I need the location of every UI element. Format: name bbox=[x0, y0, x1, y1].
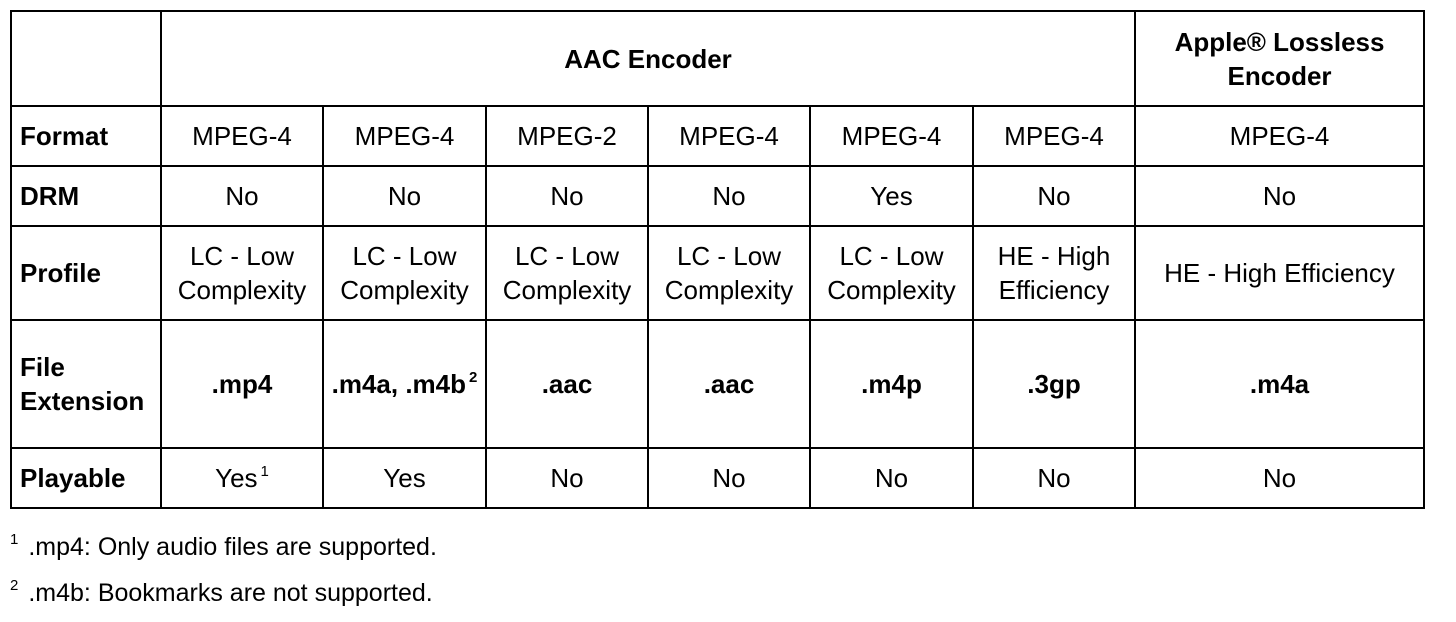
cell-value: .m4p bbox=[861, 369, 922, 399]
footnote-ref: 1 bbox=[260, 463, 269, 480]
table-cell bbox=[810, 320, 973, 448]
table-cell: No bbox=[1135, 448, 1424, 508]
table-cell: No bbox=[1135, 166, 1424, 226]
table-cell bbox=[1135, 320, 1424, 448]
cell-value: .mp4 bbox=[211, 369, 273, 399]
table-cell: LC - Low Complexity bbox=[486, 226, 648, 320]
header-row bbox=[11, 11, 1424, 106]
table-cell: LC - Low Complexity bbox=[810, 226, 973, 320]
table-cell: No bbox=[648, 166, 810, 226]
table-cell bbox=[161, 448, 323, 508]
table-cell bbox=[161, 320, 323, 448]
table-cell: MPEG-4 bbox=[1135, 106, 1424, 166]
aac-encoder-header: AAC Encoder bbox=[161, 11, 1135, 106]
footnote-1 bbox=[10, 530, 437, 576]
table-cell: No bbox=[973, 448, 1135, 508]
table-cell bbox=[486, 320, 648, 448]
table-cell: No bbox=[323, 166, 486, 226]
table-cell: MPEG-4 bbox=[973, 106, 1135, 166]
cell-value: .aac bbox=[703, 369, 755, 399]
row-label-format: Format bbox=[11, 106, 161, 166]
footnote-text: .m4b: Bookmarks are not supported. bbox=[28, 579, 433, 607]
table-cell: No bbox=[486, 166, 648, 226]
footnote-text: .mp4: Only audio files are supported. bbox=[28, 533, 437, 561]
table-row bbox=[11, 226, 1424, 320]
table-cell: No bbox=[486, 448, 648, 508]
table-cell: No bbox=[648, 448, 810, 508]
table-cell: HE - High Efficiency bbox=[1135, 226, 1424, 320]
footnote-2 bbox=[10, 576, 437, 622]
apple-lossless-header: Apple® Lossless Encoder bbox=[1135, 11, 1424, 106]
cell-value: .3gp bbox=[1027, 369, 1081, 399]
footnote-marker: 1 bbox=[10, 531, 19, 548]
footnote-marker: 2 bbox=[10, 577, 19, 594]
row-label-file-extension: File Extension bbox=[11, 320, 161, 448]
cell-value: Yes bbox=[215, 463, 258, 493]
row-label-profile: Profile bbox=[11, 226, 161, 320]
row-label-drm: DRM bbox=[11, 166, 161, 226]
audio-format-table bbox=[10, 10, 1425, 509]
corner-cell bbox=[11, 11, 161, 106]
table-cell: No bbox=[161, 166, 323, 226]
table-cell: No bbox=[973, 166, 1135, 226]
table-cell: LC - Low Complexity bbox=[648, 226, 810, 320]
table-cell bbox=[648, 320, 810, 448]
table-cell: Yes bbox=[323, 448, 486, 508]
table-cell: MPEG-2 bbox=[486, 106, 648, 166]
row-label-playable: Playable bbox=[11, 448, 161, 508]
cell-value: .m4a, .m4b bbox=[331, 369, 467, 399]
cell-value: .aac bbox=[541, 369, 593, 399]
table-cell: HE - High Efficiency bbox=[973, 226, 1135, 320]
table-cell: LC - Low Complexity bbox=[323, 226, 486, 320]
table-cell: LC - Low Complexity bbox=[161, 226, 323, 320]
table-cell: MPEG-4 bbox=[810, 106, 973, 166]
table-row bbox=[11, 320, 1424, 448]
footnote-ref: 2 bbox=[469, 369, 478, 386]
table-cell: MPEG-4 bbox=[161, 106, 323, 166]
table-cell: MPEG-4 bbox=[323, 106, 486, 166]
table-cell bbox=[973, 320, 1135, 448]
table-row bbox=[11, 166, 1424, 226]
table-cell: MPEG-4 bbox=[648, 106, 810, 166]
table-cell: No bbox=[810, 448, 973, 508]
table-cell: Yes bbox=[810, 166, 973, 226]
table-row bbox=[11, 106, 1424, 166]
footnotes bbox=[10, 530, 437, 622]
table-row bbox=[11, 448, 1424, 508]
cell-value: .m4a bbox=[1249, 369, 1310, 399]
table-cell bbox=[323, 320, 486, 448]
